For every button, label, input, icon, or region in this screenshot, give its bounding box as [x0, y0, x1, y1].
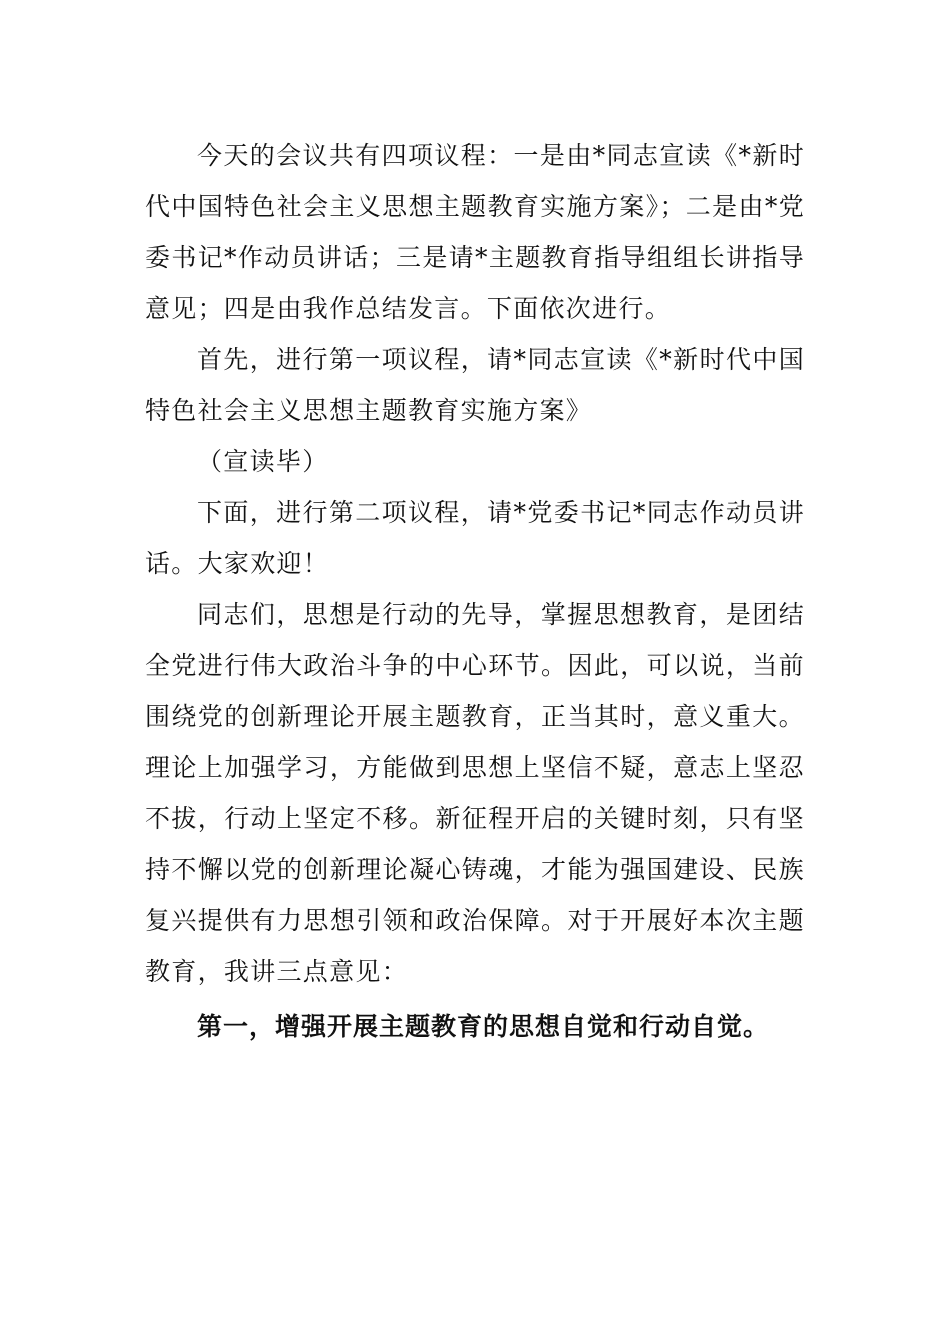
paragraph-reading-done: （宣读毕） [197, 447, 329, 476]
document-body [145, 130, 805, 1052]
paragraph-agenda: 今天的会议共有四项议程：一是由*同志宣读《*新时代中国特色社会主义思想主题教育实施方案》；二是由*党委书记*作动员讲话；三是请*主题教育指导组组长讲指导意见；四是由我作总结发言。下面依次进行。 [145, 141, 805, 323]
section-heading: 第一，增强开展主题教育的思想自觉和行动自觉。 [197, 1012, 770, 1041]
paragraph-speech: 同志们，思想是行动的先导，掌握思想教育，是团结全党进行伟大政治斗争的中心环节。因此，可以说，当前围绕党的创新理论开展主题教育，正当其时，意义重大。理论上加强学习，方能做到思想上坚信不疑，意志上坚忍不拔，行动上坚定不移。新征程开启的关键时刻，只有坚持不懈以党的创新理论凝心铸魂，才能为强国建设、民族复兴提供有力思想引领和政治保障。对于开展好本次主题教育，我讲三点意见： [145, 600, 805, 986]
paragraph-second-item: 下面，进行第二项议程，请*党委书记*同志作动员讲话。大家欢迎！ [145, 498, 805, 578]
paragraph-first-item: 首先，进行第一项议程，请*同志宣读《*新时代中国特色社会主义思想主题教育实施方案》 [145, 345, 805, 425]
